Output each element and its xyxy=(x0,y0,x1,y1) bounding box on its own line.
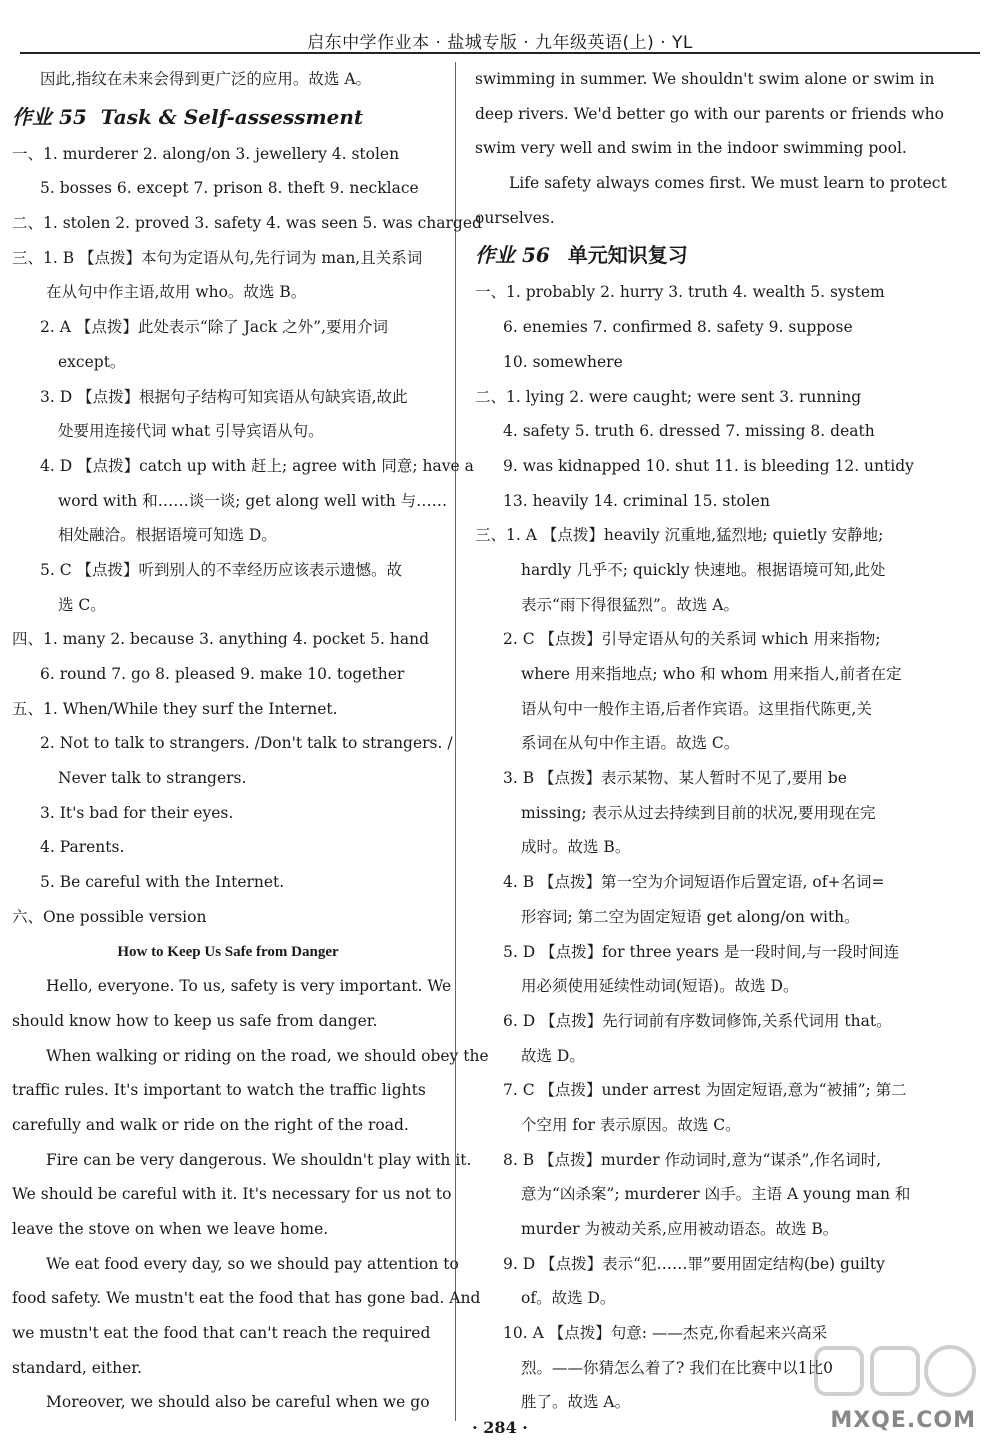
text-line: 成时。故选 B。 xyxy=(521,838,631,857)
text-line: 4. Parents. xyxy=(40,838,125,857)
text-line: 因此,指纹在未来会得到更广泛的应用。故选 A。 xyxy=(40,70,372,88)
text-line: 5. C 【点拨】听到别人的不幸经历应该表示遗憾。故 xyxy=(40,560,403,579)
text-line: When walking or riding on the road, we should obey the xyxy=(46,1046,489,1065)
text-line: 4. B 【点拨】第一空为介词短语作后置定语, of+名词= xyxy=(503,873,885,892)
text-line: should know how to keep us safe from danger. xyxy=(12,1011,378,1030)
text-line: Never talk to strangers. xyxy=(58,769,247,788)
text-line: 烈。——你猜怎么着了? 我们在比赛中以1比0 xyxy=(521,1358,833,1377)
text-line: 6. round 7. go 8. pleased 9. make 10. together xyxy=(40,665,405,683)
text-line: 处要用连接代词 what 引导宾语从句。 xyxy=(58,422,324,441)
left-column xyxy=(12,62,489,1420)
text-line: except。 xyxy=(58,352,126,371)
text-line: 8. B 【点拨】murder 作动词时,意为“谋杀”,作名词时, xyxy=(503,1150,882,1169)
text-line: hardly 几乎不; quickly 快速地。根据语境可知,此处 xyxy=(521,560,886,579)
section-title xyxy=(12,97,444,137)
text-line: Moreover, we should also be careful when we go xyxy=(46,1393,430,1412)
text-line: 胜了。故选 A。 xyxy=(521,1393,631,1412)
section-heading: Task & Self-assessment xyxy=(100,104,364,129)
text-line: 3. B 【点拨】表示某物、某人暂时不见了,要用 be xyxy=(503,769,847,788)
page-header xyxy=(0,0,1000,52)
text-line: 5. D 【点拨】for three years 是一段时间,与一段时间连 xyxy=(503,942,900,961)
text-line: standard, either. xyxy=(12,1358,142,1377)
text-line: We should be careful with it. It's necessary for us not to xyxy=(12,1185,452,1204)
page-number: · 284 · xyxy=(472,1418,528,1437)
section-number: 作业 56 xyxy=(475,243,550,268)
text-line: 表示“雨下得很猛烈”。故选 A。 xyxy=(521,595,739,614)
text-line: 四、1. many 2. because 3. anything 4. pocket 5. hand xyxy=(12,630,430,649)
text-line: of。故选 D。 xyxy=(521,1289,616,1308)
column-divider xyxy=(455,62,456,1421)
text-line: leave the stove on when we leave home. xyxy=(12,1220,329,1238)
text-line: 3. D 【点拨】根据句子结构可知宾语从句缺宾语,故此 xyxy=(40,387,408,406)
text-line: 4. safety 5. truth 6. dressed 7. missing 8. death xyxy=(503,422,875,441)
text-line: murder 为被动关系,应用被动语态。故选 B。 xyxy=(521,1220,839,1238)
text-line: 9. D 【点拨】表示“犯……罪”要用固定结构(be) guilty xyxy=(503,1254,885,1273)
text-line: 5. Be careful with the Internet. xyxy=(40,873,285,892)
text-line: 系词在从句中作主语。故选 C。 xyxy=(521,734,740,753)
text-line: 二、1. stolen 2. proved 3. safety 4. was seen 5. was charged xyxy=(12,214,482,233)
text-line: 在从句中作主语,故用 who。故选 B。 xyxy=(46,283,307,302)
text-line: 6. enemies 7. confirmed 8. safety 9. suppose xyxy=(503,318,853,337)
essay-title: How to Keep Us Safe from Danger xyxy=(117,943,339,960)
text-line: food safety. We mustn't eat the food that has gone bad. And xyxy=(12,1289,481,1308)
text-line: 选 C。 xyxy=(58,595,106,614)
text-line: 故选 D。 xyxy=(521,1046,585,1065)
text-line: Hello, everyone. To us, safety is very important. We xyxy=(46,977,452,996)
text-line: word with 和……谈一谈; get along well with 与…… xyxy=(58,491,448,510)
text-line: 一、1. murderer 2. along/on 3. jewellery 4. stolen xyxy=(12,144,400,163)
text-line: traffic rules. It's important to watch the traffic lights xyxy=(12,1081,426,1100)
text-line: deep rivers. We'd better go with our parents or friends who xyxy=(475,104,944,123)
text-line: where 用来指地点; who 和 whom 用来指人,前者在定 xyxy=(521,665,902,683)
text-line: Fire can be very dangerous. We shouldn't play with it. xyxy=(46,1150,472,1169)
text-line: missing; 表示从过去持续到目前的状况,要用现在完 xyxy=(521,803,876,822)
section-number: 作业 55 xyxy=(12,104,87,129)
text-line: 7. C 【点拨】under arrest 为固定短语,意为“被捕”; 第二 xyxy=(503,1081,907,1100)
text-line: 10. somewhere xyxy=(503,352,623,371)
text-line: 2. C 【点拨】引导定语从句的关系词 which 用来指物; xyxy=(503,630,881,649)
text-line: 用必须使用延续性动词(短语)。故选 D。 xyxy=(521,977,799,996)
text-line: swimming in summer. We shouldn't swim alone or swim in xyxy=(475,70,935,88)
text-line: Life safety always comes first. We must learn to protect xyxy=(509,174,947,193)
header-title: 启东中学作业本 · 盐城专版 · 九年级英语(上) · YL xyxy=(307,33,693,53)
text-line: 9. was kidnapped 10. shut 11. is bleeding 12. untidy xyxy=(503,456,914,475)
text-line: We eat food every day, so we should pay attention to xyxy=(46,1254,459,1273)
text-line: 三、1. A 【点拨】heavily 沉重地,猛烈地; quietly 安静地; xyxy=(475,526,884,545)
text-line: carefully and walk or ride on the right of the road. xyxy=(12,1115,409,1134)
text-line: 4. D 【点拨】catch up with 赶上; agree with 同意; have a xyxy=(40,456,474,475)
text-line: 3. It's bad for their eyes. xyxy=(40,803,234,822)
text-line: we mustn't eat the food that can't reach the required xyxy=(12,1324,431,1343)
section-title xyxy=(475,235,985,275)
text-line: 6. D 【点拨】先行词前有序数词修饰,关系代词用 that。 xyxy=(503,1011,892,1030)
text-line: ourselves. xyxy=(475,208,555,227)
text-line: 一、1. probably 2. hurry 3. truth 4. wealth 5. system xyxy=(475,283,885,302)
text-line: 五、1. When/While they surf the Internet. xyxy=(12,699,338,718)
text-line: 2. Not to talk to strangers. /Don't talk to strangers. / xyxy=(40,734,453,753)
header-rule xyxy=(20,52,980,54)
text-line: 5. bosses 6. except 7. prison 8. theft 9. necklace xyxy=(40,179,419,198)
text-line: 13. heavily 14. criminal 15. stolen xyxy=(503,491,770,510)
text-line: 六、One possible version xyxy=(12,907,207,926)
right-column xyxy=(475,62,985,1420)
text-line: 意为“凶杀案”; murderer 凶手。主语 A young man 和 xyxy=(521,1185,911,1204)
text-line: 相处融洽。根据语境可知选 D。 xyxy=(58,526,277,545)
text-line: 2. A 【点拨】此处表示“除了 Jack 之外”,要用介词 xyxy=(40,318,388,337)
section-heading: 单元知识复习 xyxy=(567,243,688,268)
text-line: 语从句中一般作主语,后者作宾语。这里指代陈更,关 xyxy=(521,699,872,718)
text-line: 个空用 for 表示原因。故选 C。 xyxy=(521,1115,741,1134)
text-line: swim very well and swim in the indoor swimming pool. xyxy=(475,139,907,158)
text-line: 形容词; 第二空为固定短语 get along/on with。 xyxy=(521,907,860,926)
text-line: 二、1. lying 2. were caught; were sent 3. running xyxy=(475,387,862,406)
text-line: 10. A 【点拨】句意: ——杰克,你看起来兴高采 xyxy=(503,1324,828,1343)
watermark-text: MXQE.COM xyxy=(830,1408,976,1433)
text-line: 三、1. B 【点拨】本句为定语从句,先行词为 man,且关系词 xyxy=(12,248,423,267)
